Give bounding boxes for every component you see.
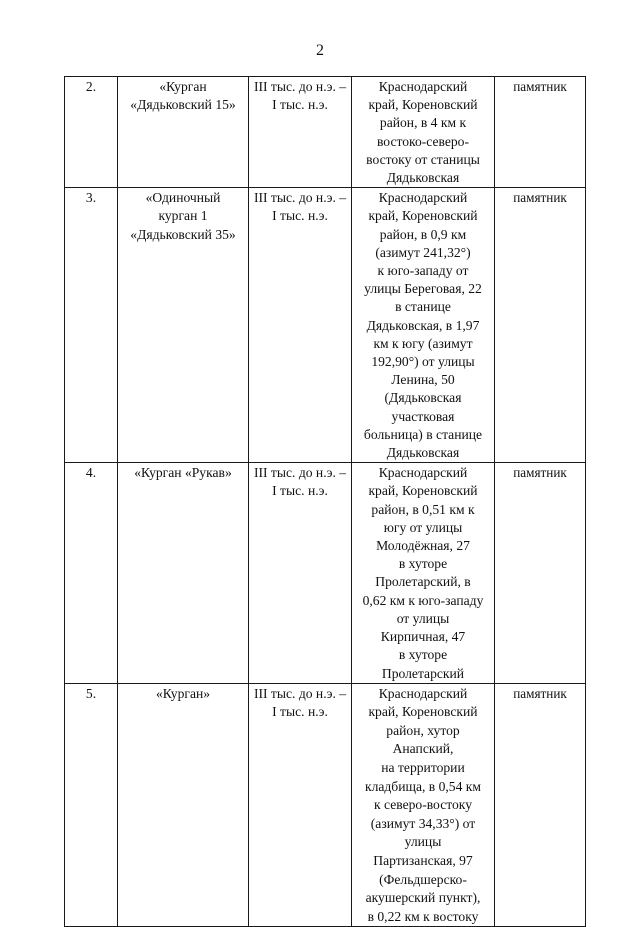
row-number-cell: 5.	[65, 683, 118, 927]
page-number: 2	[316, 42, 324, 59]
table-row	[65, 188, 586, 463]
heritage-registry-table	[64, 76, 586, 927]
location-cell: Краснодарский край, Кореновский район, в 4 км к востоко-северо- востоку от станицы Дядьковская	[352, 77, 495, 188]
dating-cell: III тыс. до н.э. – I тыс. н.э.	[249, 683, 352, 927]
table-row	[65, 683, 586, 927]
dating-cell: III тыс. до н.э. – I тыс. н.э.	[249, 188, 352, 463]
location-cell: Краснодарский край, Кореновский район, в 0,51 км к югу от улицы Молодёжная, 27 в хуторе Пролетарский, в 0,62 км к юго-западу от улицы Кирпичная, 47 в хуторе Пролетарский	[352, 463, 495, 683]
location-cell: Краснодарский край, Кореновский район, в 0,9 км (азимут 241,32°) к юго-западу от улицы Береговая, 22 в станице Дядьковская, в 1,97 км к югу (азимут 192,90°) от улицы Ленина, 50 (Дядьковская участковая больница) в станице Дядьковская	[352, 188, 495, 463]
row-number-cell: 2.	[65, 77, 118, 188]
category-cell: памятник	[495, 683, 586, 927]
category-cell: памятник	[495, 188, 586, 463]
location-cell: Краснодарский край, Кореновский район, хутор Анапский, на территории кладбища, в 0,54 км к северо-востоку (азимут 34,33°) от улицы Партизанская, 97 (Фельдшерско- акушерский пункт), в 0,22 км к востоку	[352, 683, 495, 927]
row-number-cell: 4.	[65, 463, 118, 683]
object-name-cell: «Курган»	[118, 683, 249, 927]
category-cell: памятник	[495, 463, 586, 683]
object-name-cell: «Курган «Рукав»	[118, 463, 249, 683]
dating-cell: III тыс. до н.э. – I тыс. н.э.	[249, 77, 352, 188]
object-name-cell: «Курган «Дядьковский 15»	[118, 77, 249, 188]
dating-cell: III тыс. до н.э. – I тыс. н.э.	[249, 463, 352, 683]
table-row	[65, 463, 586, 683]
object-name-cell: «Одиночный курган 1 «Дядьковский 35»	[118, 188, 249, 463]
row-number-cell: 3.	[65, 188, 118, 463]
category-cell: памятник	[495, 77, 586, 188]
table-row	[65, 77, 586, 188]
